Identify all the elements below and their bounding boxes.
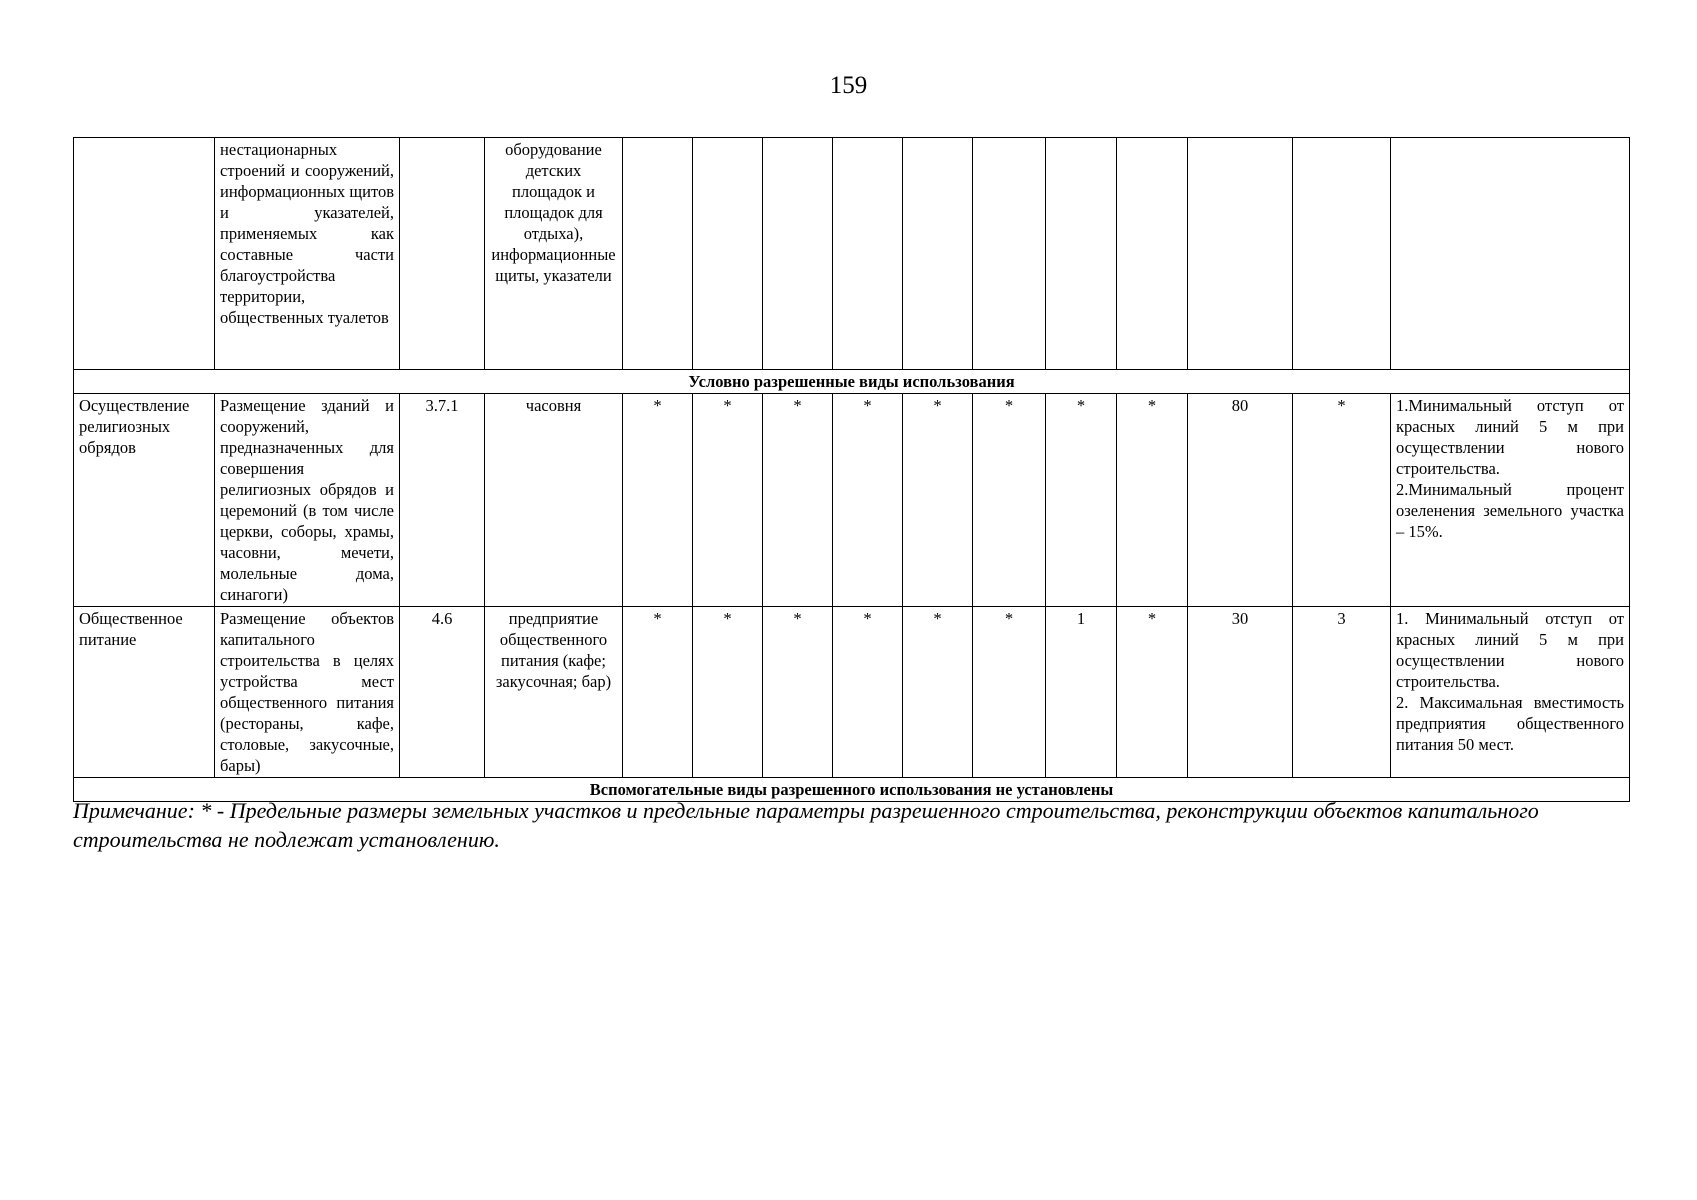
description-cell: нестационарных строений и сооружений, информационных щитов и указателей, применяемых как составные части благоустройства территории, общественных туалетов <box>215 138 400 370</box>
table-cell <box>74 138 215 370</box>
param-cell: * <box>623 394 693 607</box>
param-cell: * <box>693 394 763 607</box>
table-row <box>74 394 1630 607</box>
table-row <box>74 138 1630 370</box>
param-cell: * <box>973 394 1046 607</box>
table-cell <box>763 138 833 370</box>
use-name-cell: Общественное питание <box>74 607 215 778</box>
param-cell: * <box>763 394 833 607</box>
table-row <box>74 607 1630 778</box>
table-cell <box>973 138 1046 370</box>
param-cell: * <box>693 607 763 778</box>
param-cell: * <box>1117 394 1188 607</box>
code-cell: 4.6 <box>400 607 485 778</box>
table-cell <box>903 138 973 370</box>
section-row <box>74 370 1630 394</box>
param-cell: 1 <box>1046 607 1117 778</box>
param-cell: * <box>1293 394 1391 607</box>
description-cell: Размещение объектов капитального строительства в целях устройства мест общественного питания (рестораны, кафе, столовые, закусочные, бары) <box>215 607 400 778</box>
param-cell: * <box>763 607 833 778</box>
notes-cell <box>1391 394 1630 607</box>
param-cell: * <box>973 607 1046 778</box>
param-cell: * <box>1046 394 1117 607</box>
land-use-table <box>73 137 1630 802</box>
table-cell <box>693 138 763 370</box>
param-cell: * <box>833 607 903 778</box>
notes-cell <box>1391 607 1630 778</box>
table-cell <box>1117 138 1188 370</box>
table-cell <box>623 138 693 370</box>
note-line: 1.Минимальный отступ от красных линий 5 м при осуществлении нового строительства. <box>1396 396 1624 478</box>
code-cell: 3.7.1 <box>400 394 485 607</box>
table-cell <box>400 138 485 370</box>
description-cell: Размещение зданий и сооружений, предназначенных для совершения религиозных обрядов и церемоний (в том числе церкви, соборы, храмы, часовни, мечети, молельные дома, синагоги) <box>215 394 400 607</box>
object-cell: предприятие общественного питания (кафе; закусочная; бар) <box>485 607 623 778</box>
param-cell: * <box>903 394 973 607</box>
table-cell <box>833 138 903 370</box>
param-cell: 80 <box>1188 394 1293 607</box>
param-cell: * <box>623 607 693 778</box>
param-cell: 3 <box>1293 607 1391 778</box>
note-line: 2.Минимальный процент озеленения земельного участка – 15%. <box>1396 480 1624 541</box>
param-cell: * <box>1117 607 1188 778</box>
use-name-cell: Осуществление религиозных обрядов <box>74 394 215 607</box>
page-number: 159 <box>829 72 868 99</box>
note-line: 2. Максимальная вместимость предприятия общественного питания 50 мест. <box>1396 693 1624 754</box>
table-cell <box>1293 138 1391 370</box>
table-cell <box>1046 138 1117 370</box>
param-cell: 30 <box>1188 607 1293 778</box>
footnote: Примечание: * - Предельные размеры земельных участков и предельные параметры разрешенного строительства, реконструкции объектов капитального строительства не подлежат установлению. <box>73 798 1539 852</box>
object-cell: оборудование детских площадок и площадок для отдыха), информационные щиты, указатели <box>485 138 623 370</box>
section-heading-conditional: Условно разрешенные виды использования <box>74 370 1630 394</box>
table-cell <box>1188 138 1293 370</box>
table-cell <box>1391 138 1630 370</box>
object-cell: часовня <box>485 394 623 607</box>
param-cell: * <box>833 394 903 607</box>
note-line: 1. Минимальный отступ от красных линий 5 м при осуществлении нового строительства. <box>1396 609 1624 691</box>
param-cell: * <box>903 607 973 778</box>
section-heading-auxiliary: Вспомогательные виды разрешенного использования не установлены <box>74 778 1630 802</box>
